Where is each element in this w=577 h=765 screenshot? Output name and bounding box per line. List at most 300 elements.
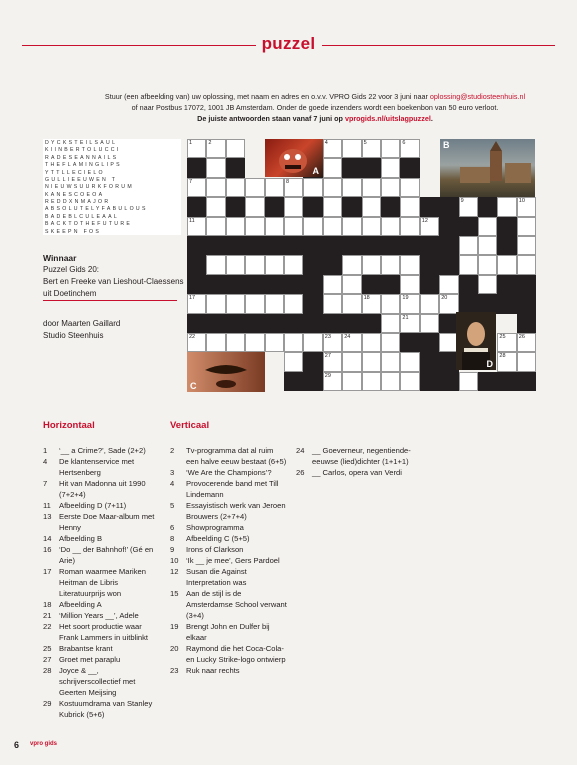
clue-number: 17 [43, 567, 52, 576]
grid-cell[interactable] [362, 372, 381, 391]
grid-cell[interactable] [323, 352, 342, 371]
grid-cell[interactable] [323, 294, 342, 313]
cell-number: 18 [363, 295, 370, 302]
clue-number: 16 [43, 545, 52, 554]
grid-cell[interactable] [245, 294, 264, 313]
black-cell [226, 158, 245, 177]
grid-cell[interactable] [362, 333, 381, 352]
black-cell [497, 217, 516, 236]
grid-cell[interactable] [342, 217, 361, 236]
winner-place: uit Doetinchem [43, 289, 97, 298]
black-cell [284, 236, 303, 255]
vertical-clues [170, 445, 288, 676]
black-cell [478, 372, 497, 391]
clue-item [170, 544, 288, 555]
grid-cell[interactable] [459, 197, 478, 216]
black-cell [342, 236, 361, 255]
clue-number: 19 [170, 622, 179, 631]
grid-cell[interactable] [439, 275, 458, 294]
author: door Maarten Gaillard [43, 319, 121, 328]
solution-row: NIEUWSUURKFORUM [45, 184, 134, 191]
grid-cell[interactable] [206, 255, 225, 274]
grid-cell[interactable] [342, 275, 361, 294]
clue-text: Eerste Doe Maar-album met Henny [59, 512, 155, 532]
grid-cell[interactable] [303, 178, 322, 197]
solution-row: KANESCOEOA [45, 191, 105, 198]
clue-number: 26 [296, 468, 305, 477]
grid-cell[interactable] [478, 217, 497, 236]
grid-cell[interactable] [459, 236, 478, 255]
grid-cell[interactable] [245, 255, 264, 274]
clue-number: 10 [170, 556, 179, 565]
clue-number: 14 [43, 534, 52, 543]
grid-cell[interactable] [245, 178, 264, 197]
grid-cell[interactable] [323, 178, 342, 197]
clue-item [170, 555, 288, 566]
clue-text: Afbeelding C (5+5) [186, 534, 250, 543]
clue-text: Provocerende band met Till Lindemann [186, 479, 279, 499]
cell-number: 24 [344, 334, 351, 340]
clue-number: 9 [170, 545, 175, 554]
solution-row: SKEEPN FOS [45, 228, 102, 235]
black-cell [284, 314, 303, 333]
grid-cell[interactable] [459, 255, 478, 274]
clue-text: Joyce & __, schrijverscollectief met Geerten Meijsing [59, 666, 136, 697]
black-cell [284, 372, 303, 391]
grid-cell[interactable] [323, 275, 342, 294]
black-cell [303, 275, 322, 294]
grid-cell[interactable] [400, 314, 419, 333]
solution-row: RADESEANNAILS [45, 154, 119, 161]
grid-cell[interactable] [362, 352, 381, 371]
clue-number: 4 [170, 479, 175, 488]
black-cell [420, 197, 439, 216]
clue-number: 21 [43, 611, 52, 620]
black-cell [420, 255, 439, 274]
grid-cell[interactable] [420, 314, 439, 333]
grid-cell[interactable] [284, 197, 303, 216]
black-cell [439, 197, 458, 216]
clue-text: Aan de stijl is de Amsterdamse School verwant (3+4) [186, 589, 287, 620]
grid-cell[interactable] [342, 139, 361, 158]
black-cell [478, 294, 497, 313]
grid-cell[interactable] [323, 139, 342, 158]
grid-cell[interactable] [400, 275, 419, 294]
grid-cell[interactable] [362, 255, 381, 274]
clue-number: 13 [43, 512, 52, 521]
grid-cell[interactable] [517, 255, 536, 274]
cell-number: 1 [189, 140, 193, 146]
cell-number: 9 [460, 198, 464, 205]
page-number: 6 [14, 740, 20, 750]
black-cell [517, 275, 536, 294]
grid-cell[interactable] [497, 255, 516, 274]
grid-cell[interactable] [342, 333, 361, 352]
grid-cell[interactable] [362, 294, 381, 313]
grid-cell[interactable] [342, 352, 361, 371]
clue-number: 8 [170, 534, 175, 543]
grid-cell[interactable] [245, 217, 264, 236]
black-cell [459, 275, 478, 294]
grid-cell[interactable] [342, 372, 361, 391]
grid-cell[interactable] [303, 333, 322, 352]
grid-cell[interactable] [226, 294, 245, 313]
clue-number: 12 [170, 567, 179, 576]
black-cell [323, 236, 342, 255]
black-cell [303, 314, 322, 333]
clue-number: 4 [43, 457, 48, 466]
grid-cell[interactable] [284, 178, 303, 197]
clue-item [170, 445, 288, 467]
horizontaal-heading: Horizontaal [43, 420, 95, 431]
grid-cell[interactable] [497, 197, 516, 216]
grid-cell[interactable] [362, 217, 381, 236]
studio: Studio Steenhuis [43, 331, 104, 340]
grid-cell[interactable] [381, 314, 400, 333]
cell-number: 25 [499, 334, 506, 340]
clue-item [43, 599, 161, 610]
clue-text: Essayistisch werk van Jeroen Brouwers (2+7+4) [186, 501, 286, 521]
black-cell [400, 333, 419, 352]
black-cell [303, 236, 322, 255]
black-cell [459, 294, 478, 313]
grid-cell[interactable] [284, 294, 303, 313]
grid-cell[interactable] [517, 236, 536, 255]
grid-cell[interactable] [303, 217, 322, 236]
grid-cell[interactable] [400, 255, 419, 274]
grid-cell[interactable] [265, 294, 284, 313]
grid-cell[interactable] [206, 333, 225, 352]
black-cell [459, 217, 478, 236]
clue-number: 29 [43, 699, 52, 708]
clue-item [170, 621, 288, 643]
grid-cell[interactable] [187, 217, 206, 236]
email-link[interactable]: oplossing@studiosteenhuis.nl [429, 92, 526, 101]
clue-number: 7 [43, 479, 48, 488]
grid-cell[interactable] [206, 139, 225, 158]
cell-number: 23 [324, 334, 331, 340]
grid-cell[interactable] [381, 217, 400, 236]
grid-cell[interactable] [517, 333, 536, 352]
grid-cell[interactable] [226, 333, 245, 352]
mustache-face-image [187, 352, 265, 392]
black-cell [342, 314, 361, 333]
solution-row: REDDXNMAJOR [45, 199, 111, 206]
grid-cell[interactable] [381, 333, 400, 352]
black-cell [187, 236, 206, 255]
picture-c [187, 352, 265, 392]
grid-cell[interactable] [381, 372, 400, 391]
clue-number: 6 [170, 523, 175, 532]
black-cell [226, 236, 245, 255]
grid-cell[interactable] [381, 139, 400, 158]
clue-item [170, 467, 288, 478]
grid-cell[interactable] [187, 178, 206, 197]
black-cell [439, 255, 458, 274]
grid-cell[interactable] [187, 294, 206, 313]
black-cell [206, 275, 225, 294]
black-cell [342, 197, 361, 216]
cell-number: 21 [402, 314, 409, 321]
black-cell [400, 158, 419, 177]
clue-number: 24 [296, 446, 305, 455]
grid-cell[interactable] [497, 352, 516, 371]
clue-item [296, 467, 414, 478]
grid-cell[interactable] [517, 352, 536, 371]
black-cell [420, 236, 439, 255]
picture-d [456, 312, 496, 370]
clue-text: Groet met paraplu [59, 655, 121, 664]
grid-cell[interactable] [245, 333, 264, 352]
clue-number: 23 [170, 666, 179, 675]
grid-cell[interactable] [323, 158, 342, 177]
grid-cell[interactable] [517, 197, 536, 216]
clue-text: ‘We Are the Champions’? [186, 468, 272, 477]
grid-cell[interactable] [284, 333, 303, 352]
winner-block [43, 252, 184, 300]
black-cell [381, 236, 400, 255]
grid-cell[interactable] [362, 139, 381, 158]
grid-cell[interactable] [226, 255, 245, 274]
grid-cell[interactable] [187, 333, 206, 352]
clue-number: 1 [43, 446, 48, 455]
page-title: puzzel [261, 34, 316, 53]
cell-number: 7 [189, 178, 193, 185]
cell-number: 29 [324, 372, 331, 379]
horizontal-clues [43, 445, 161, 720]
grid-cell[interactable] [362, 197, 381, 216]
winner-divider [43, 300, 177, 301]
clue-item [170, 588, 288, 621]
grid-cell[interactable] [400, 178, 419, 197]
clue-item [170, 643, 288, 665]
black-cell [439, 236, 458, 255]
cell-number: 8 [286, 178, 290, 185]
black-cell [187, 197, 206, 216]
picture-a [265, 139, 323, 177]
clue-text: Brengt John en Dulfer bij elkaar [186, 622, 270, 642]
grid-cell[interactable] [381, 178, 400, 197]
grid-cell[interactable] [265, 217, 284, 236]
picture-b [440, 139, 535, 197]
black-cell [517, 372, 536, 391]
clue-item [43, 445, 161, 456]
solution-row: BADEBLCULEAAL [45, 213, 120, 220]
clue-text: Brabantse krant [59, 644, 113, 653]
grid-cell[interactable] [420, 294, 439, 313]
grid-cell[interactable] [478, 275, 497, 294]
black-cell [206, 236, 225, 255]
clue-item [43, 654, 161, 665]
grid-cell[interactable] [206, 178, 225, 197]
black-cell [303, 372, 322, 391]
grid-cell[interactable] [420, 217, 439, 236]
grid-cell[interactable] [400, 197, 419, 216]
clue-text: ‘Ik __ je mee’, Gers Pardoel [186, 556, 280, 565]
clue-item [296, 445, 414, 467]
cell-number: 5 [363, 140, 367, 146]
magazine-logo: vpro gids [30, 741, 58, 747]
clue-item [170, 533, 288, 544]
results-link[interactable]: vprogids.nl/uitslagpuzzel [344, 114, 431, 123]
clue-item [43, 698, 161, 720]
grid-cell[interactable] [342, 178, 361, 197]
black-cell [381, 197, 400, 216]
black-cell [226, 314, 245, 333]
grid-cell[interactable] [497, 333, 516, 352]
black-cell [284, 275, 303, 294]
picture-b-label: B [443, 140, 450, 150]
grid-cell[interactable] [400, 352, 419, 371]
black-cell [362, 314, 381, 333]
grid-cell[interactable] [342, 294, 361, 313]
grid-cell[interactable] [323, 197, 342, 216]
black-cell [420, 352, 439, 371]
clue-item [170, 522, 288, 533]
clue-item [170, 665, 288, 676]
picture-a-label: A [312, 166, 319, 176]
black-cell [478, 197, 497, 216]
clue-text: De klantenservice met Hertsenberg [59, 457, 135, 477]
clue-item [170, 478, 288, 500]
previous-solution-grid [43, 139, 181, 235]
grid-cell[interactable] [206, 158, 225, 177]
grid-cell[interactable] [284, 255, 303, 274]
credits [43, 318, 120, 342]
grid-cell[interactable] [362, 178, 381, 197]
cell-number: 4 [324, 140, 328, 146]
clue-text: ‘__ a Crime?’, Sade (2+2) [59, 446, 146, 455]
clue-number: 25 [43, 644, 52, 653]
grid-cell[interactable] [517, 217, 536, 236]
grid-cell[interactable] [342, 255, 361, 274]
grid-cell[interactable] [226, 139, 245, 158]
clue-number: 11 [43, 501, 51, 510]
black-cell [362, 158, 381, 177]
clue-number: 15 [170, 589, 179, 598]
clue-item [43, 533, 161, 544]
black-cell [381, 275, 400, 294]
grid-cell[interactable] [323, 333, 342, 352]
grid-cell[interactable] [381, 352, 400, 371]
clue-item [43, 500, 161, 511]
clue-text: Irons of Clarkson [186, 545, 244, 554]
grid-cell[interactable] [478, 255, 497, 274]
grid-cell[interactable] [323, 217, 342, 236]
black-cell [303, 255, 322, 274]
black-cell [187, 275, 206, 294]
black-cell [439, 372, 458, 391]
grid-cell[interactable] [381, 294, 400, 313]
clue-number: 18 [43, 600, 52, 609]
cityscape-image [440, 139, 535, 197]
header-rule-right [322, 45, 555, 46]
solution-row: BACKTOTHEFUTURE [45, 221, 133, 228]
black-cell [245, 275, 264, 294]
grid-cell[interactable] [381, 255, 400, 274]
black-cell [517, 294, 536, 313]
clue-text: Afbeelding B [59, 534, 103, 543]
grid-cell[interactable] [226, 178, 245, 197]
grid-cell[interactable] [400, 217, 419, 236]
grid-cell[interactable] [478, 236, 497, 255]
black-cell [265, 197, 284, 216]
black-cell [265, 275, 284, 294]
grid-cell[interactable] [400, 139, 419, 158]
black-cell [303, 294, 322, 313]
clue-number: 5 [170, 501, 175, 510]
cell-number: 28 [499, 353, 506, 360]
clue-item [43, 566, 161, 599]
cell-number: 20 [441, 295, 448, 302]
grid-cell[interactable] [187, 139, 206, 158]
grid-cell[interactable] [206, 294, 225, 313]
grid-cell[interactable] [265, 255, 284, 274]
grid-cell[interactable] [265, 333, 284, 352]
black-cell [245, 314, 264, 333]
grid-cell[interactable] [206, 217, 225, 236]
clue-item [43, 511, 161, 533]
clue-item [43, 665, 161, 698]
clue-item [43, 643, 161, 654]
grid-cell[interactable] [459, 372, 478, 391]
cell-number: 26 [518, 334, 525, 340]
black-cell [226, 275, 245, 294]
cell-number: 2 [208, 140, 212, 146]
grid-cell[interactable] [226, 217, 245, 236]
grid-cell[interactable] [284, 352, 303, 371]
cell-number: 17 [189, 295, 196, 302]
cell-number: 6 [402, 140, 406, 146]
black-cell [420, 333, 439, 352]
solution-row: YTTLLECIELO [45, 169, 105, 176]
grid-cell[interactable] [439, 294, 458, 313]
cell-number: 27 [324, 353, 331, 360]
grid-cell[interactable] [265, 178, 284, 197]
grid-cell[interactable] [323, 372, 342, 391]
clue-text: Kostuumdrama van Stanley Kubrick (5+6) [59, 699, 153, 719]
clue-text: Hit van Madonna uit 1990 (7+2+4) [59, 479, 146, 499]
black-cell [362, 275, 381, 294]
intro-text: Stuur (een afbeelding van) uw oplossing, met naam en adres en o.v.v. VPRO Gids 22 voor 3 juni naar oplossing@studiosteenhuis.nl of naar Postbus 17072, 1001 JB Amsterdam. Onder de goede inzenders wordt een boekenbon van 50 euro verloot. De juiste antwoorden staan vanaf 7 juni op vprogids.nl/uitslagpuzzel. [104, 92, 526, 123]
solution-row: KIINBERTOLUCCI [45, 147, 121, 154]
winner-title: Winnaar [43, 253, 77, 263]
clue-item [43, 610, 161, 621]
clue-number: 3 [170, 468, 175, 477]
cell-number: 12 [421, 217, 428, 224]
clue-text: __ Goeverneur, negentiende-eeuwse (lied)dichter (1+1+1) [312, 446, 411, 466]
grid-cell[interactable] [400, 372, 419, 391]
cell-number: 19 [402, 295, 409, 302]
grid-cell[interactable] [245, 197, 264, 216]
clue-number: 22 [43, 622, 52, 631]
winner-puzzle: Puzzel Gids 20: [43, 265, 100, 274]
grid-cell[interactable] [206, 197, 225, 216]
grid-cell[interactable] [400, 294, 419, 313]
solution-row: GULLIEEUWEN T [45, 176, 118, 183]
grid-cell[interactable] [381, 158, 400, 177]
black-cell [497, 372, 516, 391]
clue-text: Tv-programma dat al ruim een halve eeuw bestaat (6+5) [186, 446, 287, 466]
picture-c-label: C [190, 381, 197, 391]
grid-cell[interactable] [284, 217, 303, 236]
verticaal-heading: Verticaal [170, 420, 210, 431]
clue-text: Roman waarmee Mariken Heitman de Libris Literatuurprijs won [59, 567, 146, 598]
black-cell [497, 236, 516, 255]
clue-text: Afbeelding D (7+11) [59, 501, 127, 510]
clue-text: Het soort productie waar Frank Lammers in uitblinkt [59, 622, 149, 642]
black-cell [497, 294, 516, 313]
